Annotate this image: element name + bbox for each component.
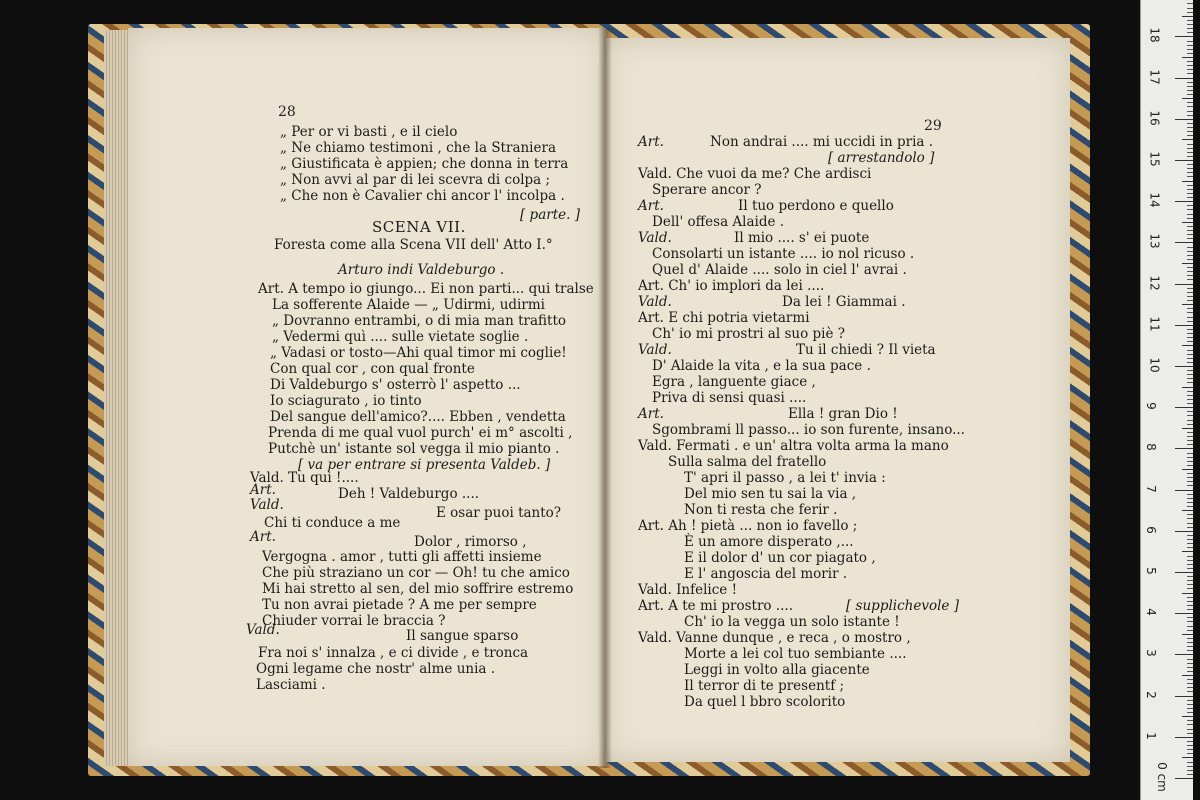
ruler-tick (1187, 564, 1193, 565)
ruler-tick (1187, 312, 1193, 313)
right-text-line: Da lei ! Giammai . (782, 294, 906, 310)
ruler-tick (1182, 16, 1193, 17)
ruler-tick (1182, 263, 1193, 264)
ruler-tick (1187, 650, 1193, 651)
ruler-tick (1187, 642, 1193, 643)
ruler-tick (1187, 337, 1193, 338)
ruler-tick (1175, 284, 1193, 285)
ruler-label: 3 (1143, 649, 1158, 658)
ruler-tick (1187, 189, 1193, 190)
right-text-line: Vald. Fermati . e un' altra volta arma la mano (638, 438, 949, 454)
ruler-tick (1187, 687, 1193, 688)
ruler-tick (1187, 584, 1193, 585)
ruler-tick (1175, 531, 1193, 532)
left-text-line: Art. (250, 529, 276, 545)
ruler-tick (1187, 3, 1193, 4)
ruler-label: 6 (1143, 525, 1158, 534)
ruler-tick (1175, 242, 1193, 243)
ruler-tick (1187, 358, 1193, 359)
ruler-tick (1187, 193, 1193, 194)
ruler-tick (1187, 403, 1193, 404)
ruler-label: 13 (1147, 233, 1162, 250)
ruler-tick (1187, 712, 1193, 713)
ruler-tick (1187, 440, 1193, 441)
ruler-tick (1187, 659, 1193, 660)
left-text-line: Art. A tempo io giungo... Ei non parti... qui tralse (258, 281, 594, 297)
left-text-line: Con qual cor , con qual fronte (270, 361, 475, 377)
ruler-label: 15 (1147, 151, 1162, 167)
left-text-line: „ Vadasi or tosto—Ahi qual timor mi coglie! (270, 345, 567, 361)
left-text-line: Lasciami . (256, 677, 326, 693)
ruler-tick (1187, 49, 1193, 50)
left-text-line: Prenda di me qual vuol purch' ei m° ascolti , (268, 425, 573, 441)
right-text-line: Art. (638, 134, 664, 150)
ruler-tick (1187, 135, 1193, 136)
ruler-tick (1187, 539, 1193, 540)
ruler-tick (1187, 638, 1193, 639)
ruler-tick (1187, 102, 1193, 103)
ruler-tick (1187, 53, 1193, 54)
ruler-tick (1187, 683, 1193, 684)
ruler-tick (1187, 609, 1193, 610)
left-text-line: Putchè un' istante sol vegga il mio pianto . (268, 441, 560, 457)
left-text-line: Vald. (246, 622, 280, 638)
right-text-line: Da quel l bbro scolorito (684, 694, 846, 710)
left-text-line: „ Non avvi al par di lei scevra di colpa ; (280, 172, 551, 188)
ruler-tick (1182, 345, 1193, 346)
ruler-tick (1187, 424, 1193, 425)
ruler-tick (1187, 518, 1193, 519)
left-text-line: La sofferente Alaide — „ Udirmi, udirmi (272, 297, 545, 313)
right-text-line: Tu il chiedi ? Il vieta (796, 342, 936, 358)
ruler-tick (1187, 733, 1193, 734)
ruler-tick (1187, 94, 1193, 95)
ruler-tick (1182, 757, 1193, 758)
ruler-tick (1182, 716, 1193, 717)
left-text-line: [ va per entrare si presenta Valdeb. ] (298, 457, 551, 473)
ruler-tick (1182, 469, 1193, 470)
right-text-line: Art. Ch' io implori da lei .... (638, 278, 825, 294)
ruler-tick (1187, 543, 1193, 544)
ruler-tick (1187, 473, 1193, 474)
ruler-tick (1187, 156, 1193, 157)
right-text-line: Consolarti un istante .... io nol ricuso . (652, 246, 915, 262)
ruler-label: 17 (1147, 68, 1162, 85)
right-text-line: Art. (638, 406, 664, 422)
right-text-line: Il mio .... s' ei puote (734, 230, 870, 246)
left-text-line: E osar puoi tanto? (436, 505, 562, 521)
right-text-line: Art. (638, 198, 664, 214)
left-text-line: Il sangue sparso (406, 628, 519, 644)
ruler-tick (1175, 778, 1193, 779)
right-text-line: Leggi in volto alla giacente (684, 662, 870, 678)
ruler-tick (1187, 148, 1193, 149)
ruler-tick (1187, 617, 1193, 618)
ruler-tick (1187, 749, 1193, 750)
left-text-line: Io sciagurato , io tinto (270, 393, 422, 409)
ruler-tick (1187, 700, 1193, 701)
ruler-tick (1187, 465, 1193, 466)
ruler-tick (1187, 597, 1193, 598)
ruler-tick (1182, 304, 1193, 305)
ruler-tick (1182, 387, 1193, 388)
ruler-tick (1182, 510, 1193, 511)
right-text-line: Art. E chi potria vietarmi (638, 310, 810, 326)
ruler-tick (1187, 296, 1193, 297)
ruler-tick (1182, 675, 1193, 676)
ruler-tick (1187, 370, 1193, 371)
ruler-tick (1187, 238, 1193, 239)
ruler-tick (1187, 770, 1193, 771)
ruler-tick (1187, 24, 1193, 25)
ruler-tick (1187, 374, 1193, 375)
left-text-line: Vald. (250, 497, 284, 513)
ruler-tick (1187, 679, 1193, 680)
ruler-tick (1187, 317, 1193, 318)
ruler-tick (1187, 28, 1193, 29)
left-text-line: Chiuder vorrai le braccia ? (262, 613, 446, 629)
ruler-label: 8 (1143, 443, 1158, 452)
right-text-line: Vald. (638, 342, 672, 358)
ruler-tick (1187, 321, 1193, 322)
ruler-tick (1187, 123, 1193, 124)
ruler-tick (1187, 82, 1193, 83)
ruler-tick (1187, 527, 1193, 528)
ruler-label: 11 (1147, 316, 1162, 332)
ruler-tick (1182, 222, 1193, 223)
right-text-line: Priva di sensi quasi .... (652, 390, 807, 406)
ruler-tick (1175, 613, 1193, 614)
right-text-line: E il dolor d' un cor piagato , (684, 550, 876, 566)
ruler-tick (1187, 164, 1193, 165)
ruler-tick (1187, 218, 1193, 219)
ruler-tick (1187, 329, 1193, 330)
right-text-line: E l' angoscia del morir . (684, 566, 848, 582)
left-text-line: [ parte. ] (520, 207, 580, 223)
left-text-line: „ Ne chiamo testimoni , che la Straniera (280, 140, 556, 156)
right-text-line: Vald. (638, 294, 672, 310)
ruler-tick (1182, 634, 1193, 635)
ruler-tick (1187, 498, 1193, 499)
ruler-tick (1187, 576, 1193, 577)
right-text-line: [ arrestandolo ] (828, 150, 935, 166)
ruler-tick (1175, 572, 1193, 573)
ruler-tick (1187, 251, 1193, 252)
ruler-tick (1187, 774, 1193, 775)
left-text-line: Chi ti conduce a me (264, 515, 401, 531)
ruler-tick (1175, 160, 1193, 161)
right-text-line: Sperare ancor ? (652, 182, 762, 198)
left-text-line: Vergogna . amor , tutti gli affetti insieme (262, 549, 542, 565)
ruler-tick (1182, 98, 1193, 99)
ruler-tick (1187, 762, 1193, 763)
right-text-line: Il terror di te presentf ; (684, 678, 845, 694)
ruler-tick (1187, 720, 1193, 721)
left-text-line: Vald. Tu quì !.... (250, 470, 359, 486)
right-text-line: Non andrai .... mi uccidi in pria . (710, 134, 934, 150)
ruler-tick (1175, 737, 1193, 738)
left-text-line: „ Per or vi basti , e il cielo (280, 124, 458, 140)
ruler-tick (1187, 411, 1193, 412)
ruler-tick (1187, 506, 1193, 507)
right-text-line: Sgombrami ll passo... io son furente, insano... (652, 422, 965, 438)
ruler-label: 16 (1147, 110, 1162, 126)
ruler-tick (1187, 514, 1193, 515)
right-text-line: D' Alaide la vita , e la sua pace . (652, 358, 871, 374)
ruler-tick (1187, 580, 1193, 581)
right-text-line: Ch' io la vegga un solo istante ! (684, 614, 900, 630)
ruler-tick (1187, 144, 1193, 145)
ruler-tick (1187, 185, 1193, 186)
ruler-tick (1187, 420, 1193, 421)
right-text-line: Vald. (638, 230, 672, 246)
ruler-tick (1187, 111, 1193, 112)
ruler-tick (1175, 36, 1193, 37)
ruler-tick (1187, 197, 1193, 198)
ruler-tick (1182, 551, 1193, 552)
left-text-line: Fra noi s' innalza , e ci divide , e tronca (258, 645, 529, 661)
ruler-tick (1187, 259, 1193, 260)
ruler-tick (1187, 646, 1193, 647)
right-text-line: Non ti resta che ferir . (684, 502, 838, 518)
ruler-tick (1182, 593, 1193, 594)
left-text-line: SCENA VII. (372, 218, 466, 236)
ruler-tick (1187, 300, 1193, 301)
ruler-tick (1187, 461, 1193, 462)
ruler-tick (1187, 205, 1193, 206)
ruler-label: 2 (1143, 690, 1158, 699)
ruler-tick (1187, 226, 1193, 227)
right-text-line: Vald. Vanne dunque , e reca , o mostro , (638, 630, 911, 646)
ruler-tick (1187, 333, 1193, 334)
ruler-tick (1187, 378, 1193, 379)
ruler-tick (1187, 255, 1193, 256)
measuring-ruler (1140, 0, 1193, 800)
right-text-line: Ch' io mi prostri al suo piè ? (652, 326, 845, 342)
ruler-tick (1175, 654, 1193, 655)
ruler-tick (1182, 181, 1193, 182)
ruler-tick (1187, 556, 1193, 557)
ruler-tick (1187, 391, 1193, 392)
ruler-tick (1187, 8, 1193, 9)
ruler-tick (1187, 90, 1193, 91)
ruler-tick (1187, 523, 1193, 524)
ruler-tick (1187, 691, 1193, 692)
ruler-label: 5 (1143, 567, 1158, 575)
right-text-line: Sulla salma del fratello (668, 454, 827, 470)
ruler-tick (1187, 69, 1193, 70)
ruler-tick (1187, 275, 1193, 276)
ruler-tick (1187, 605, 1193, 606)
ruler-tick (1187, 131, 1193, 132)
ruler-tick (1187, 354, 1193, 355)
right-text-line: Ella ! gran Dio ! (788, 406, 898, 422)
ruler-label: 1 (1143, 731, 1158, 740)
ruler-tick (1187, 671, 1193, 672)
ruler-label: 0 cm (1154, 762, 1169, 792)
ruler-tick (1187, 247, 1193, 248)
right-text-line: T' apri il passo , a lei t' invia : (684, 470, 886, 486)
ruler-tick (1187, 279, 1193, 280)
ruler-tick (1187, 308, 1193, 309)
ruler-tick (1187, 41, 1193, 42)
ruler-tick (1187, 271, 1193, 272)
ruler-tick (1175, 201, 1193, 202)
right-text-line: Art. Ah ! pietà ... non io favello ; (638, 518, 858, 534)
ruler-label: 7 (1143, 484, 1158, 493)
ruler-tick (1175, 78, 1193, 79)
ruler-tick (1175, 366, 1193, 367)
ruler-tick (1187, 436, 1193, 437)
book-gutter (598, 28, 612, 768)
left-text-line: Arturo indi Valdeburgo . (338, 262, 505, 278)
ruler-tick (1187, 292, 1193, 293)
ruler-tick (1187, 494, 1193, 495)
ruler-label: 9 (1143, 402, 1158, 411)
ruler-tick (1187, 115, 1193, 116)
ruler-tick (1175, 325, 1193, 326)
ruler-label: 18 (1147, 27, 1162, 44)
left-text-line: Di Valdeburgo s' osterrò l' aspetto ... (270, 377, 521, 393)
ruler-tick (1175, 119, 1193, 120)
left-text-line: Ogni legame che nostr' alme unia . (256, 661, 496, 677)
ruler-tick (1187, 350, 1193, 351)
ruler-label: 4 (1143, 608, 1158, 617)
ruler-tick (1187, 453, 1193, 454)
ruler-tick (1187, 61, 1193, 62)
ruler-tick (1187, 45, 1193, 46)
left-page-number: 28 (278, 104, 296, 120)
right-text-line: Art. A te mi prostro .... (638, 598, 793, 614)
left-text-line: „ Che non è Cavalier chi ancor l' incolpa . (280, 188, 565, 204)
ruler-tick (1187, 444, 1193, 445)
ruler-tick (1182, 57, 1193, 58)
ruler-tick (1187, 214, 1193, 215)
ruler-tick (1187, 106, 1193, 107)
ruler-tick (1187, 477, 1193, 478)
ruler-tick (1187, 73, 1193, 74)
right-page-number: 29 (924, 118, 942, 134)
right-text-line: Morte a lei col tuo sembiante .... (684, 646, 907, 662)
ruler-tick (1187, 745, 1193, 746)
ruler-tick (1187, 729, 1193, 730)
ruler-tick (1187, 341, 1193, 342)
ruler-tick (1187, 704, 1193, 705)
ruler-tick (1175, 490, 1193, 491)
right-text-line: Dell' offesa Alaide . (652, 214, 785, 230)
right-text-line: Egra , languente giace , (652, 374, 816, 390)
ruler-tick (1187, 12, 1193, 13)
right-text-line: Il tuo perdono e quello (738, 198, 894, 214)
ruler-tick (1187, 588, 1193, 589)
ruler-tick (1187, 663, 1193, 664)
ruler-tick (1187, 172, 1193, 173)
ruler-tick (1187, 168, 1193, 169)
ruler-tick (1187, 621, 1193, 622)
left-text-line: Foresta come alla Scena VII dell' Atto I.° (274, 237, 553, 253)
right-text-line: Del mio sen tu sai la via , (684, 486, 857, 502)
ruler-label: 14 (1147, 192, 1162, 208)
left-text-line: Tu non avrai pietade ? A me per sempre (262, 597, 537, 613)
ruler-tick (1187, 535, 1193, 536)
left-text-line: Che più straziano un cor — Oh! tu che amico (262, 565, 570, 581)
ruler-tick (1187, 601, 1193, 602)
ruler-tick (1187, 230, 1193, 231)
ruler-tick (1187, 382, 1193, 383)
ruler-tick (1187, 502, 1193, 503)
left-text-line: „ Vedermi quì .... sulle vietate soglie . (272, 329, 529, 345)
ruler-tick (1187, 127, 1193, 128)
ruler-tick (1187, 724, 1193, 725)
ruler-tick (1175, 448, 1193, 449)
ruler-tick (1187, 209, 1193, 210)
ruler-tick (1187, 152, 1193, 153)
ruler-tick (1187, 630, 1193, 631)
ruler-tick (1187, 568, 1193, 569)
left-text-line: Deh ! Valdeburgo .... (338, 486, 480, 502)
ruler-tick (1187, 753, 1193, 754)
ruler-tick (1187, 65, 1193, 66)
ruler-tick (1187, 176, 1193, 177)
ruler-tick (1187, 86, 1193, 87)
ruler-tick (1187, 20, 1193, 21)
ruler-tick (1175, 407, 1193, 408)
left-text-line: „ Giustificata è appien; che donna in terra (280, 156, 569, 172)
ruler-tick (1187, 362, 1193, 363)
left-text-line: Art. (250, 482, 276, 498)
left-text-line: Dolor , rimorso , (414, 534, 527, 550)
ruler-tick (1187, 485, 1193, 486)
ruler-tick (1187, 667, 1193, 668)
ruler-tick (1187, 234, 1193, 235)
ruler-tick (1187, 432, 1193, 433)
right-text-line: È un amore disperato ,... (684, 534, 854, 550)
ruler-tick (1187, 399, 1193, 400)
right-text-line: Quel d' Alaide .... solo in ciel l' avrai . (652, 262, 907, 278)
ruler-tick (1187, 547, 1193, 548)
ruler-tick (1182, 139, 1193, 140)
right-text-line: [ supplichevole ] (846, 598, 959, 614)
ruler-tick (1187, 741, 1193, 742)
ruler-tick (1187, 560, 1193, 561)
right-text-line: Vald. Infelice ! (638, 582, 738, 598)
ruler-tick (1187, 626, 1193, 627)
ruler-tick (1182, 428, 1193, 429)
ruler-label: 12 (1147, 274, 1162, 291)
ruler-tick (1187, 708, 1193, 709)
ruler-tick (1187, 481, 1193, 482)
right-text-line: Vald. Che vuoi da me? Che ardisci (638, 166, 872, 182)
ruler-label: 10 (1147, 357, 1162, 373)
ruler-tick (1175, 696, 1193, 697)
left-text-line: „ Dovranno entrambi, o di mia man trafitto (272, 313, 567, 329)
ruler-tick (1187, 32, 1193, 33)
ruler-tick (1187, 457, 1193, 458)
ruler-tick (1187, 766, 1193, 767)
ruler-tick (1187, 288, 1193, 289)
ruler-tick (1187, 415, 1193, 416)
ruler-tick (1187, 395, 1193, 396)
ruler-tick (1187, 267, 1193, 268)
left-text-line: Del sangue dell'amico?.... Ebben , vendetta (270, 409, 566, 425)
left-text-line: Mi hai stretto al sen, del mio soffrire estremo (262, 581, 574, 597)
